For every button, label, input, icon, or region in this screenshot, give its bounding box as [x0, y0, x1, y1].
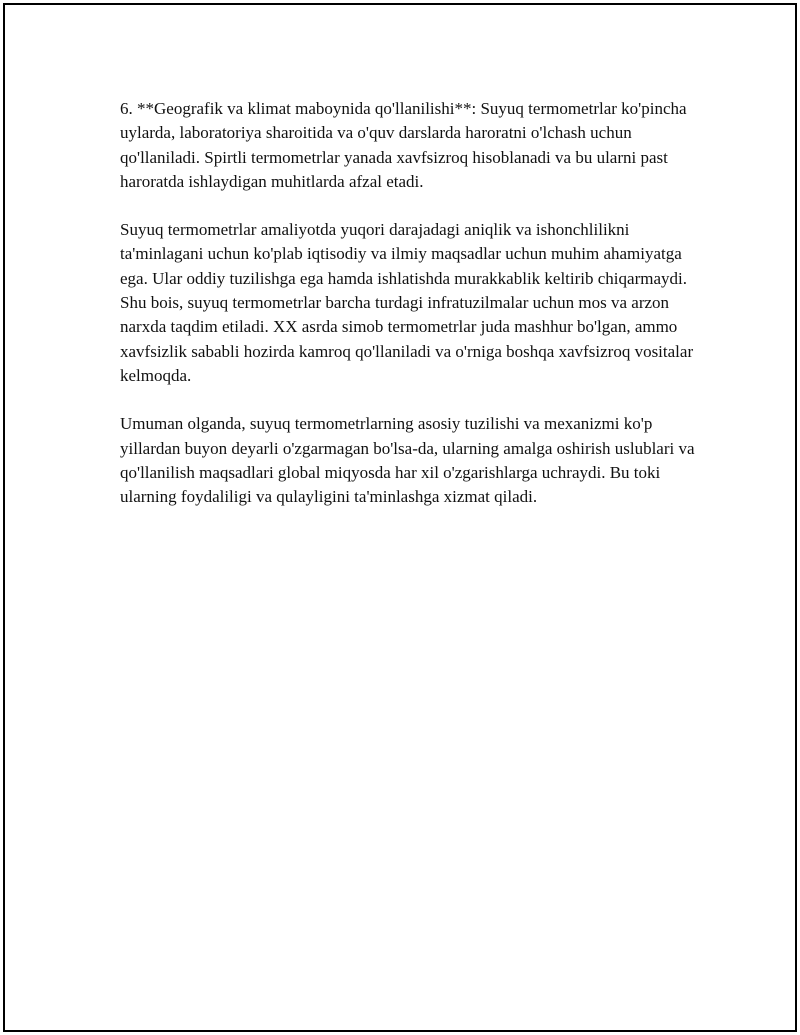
paragraph-conclusion: Umuman olganda, suyuq termometrlarning asosiy tuzilishi va mexanizmi ko'p yillardan buyon deyarli o'zgarmagan bo'lsa-da, ularning amalga oshirish uslublari va qo'llanilish maqsadlari global miqyosda har xil o'zgarishlarga uchraydi. Bu toki ularning foydaliligi va qulayligini ta'minlashga xizmat qiladi. — [120, 414, 695, 507]
paragraph-usage: 6. **Geografik va klimat maboynida qo'llanilishi**: Suyuq termometrlar ko'pincha uylarda, laboratoriya sharoitida va o'quv darslarda haroratni o'lchash uchun qo'llaniladi. Spirtli termometrlar yanada xavfsizroq hisoblanadi va bu ularni past haroratda ishlaydigan muhitlarda afzal etadi. — [120, 99, 687, 191]
document-body — [120, 97, 695, 533]
document-page — [3, 3, 797, 1032]
paragraph-importance: Suyuq termometrlar amaliyotda yuqori darajadagi aniqlik va ishonchlilikni ta'minlagani uchun ko'plab iqtisodiy va ilmiy maqsadlar uchun muhim ahamiyatga ega. Ular oddiy tuzilishga ega hamda ishlatishda murakkablik keltirib chiqarmaydi. Shu bois, suyuq termometrlar barcha turdagi infratuzilmalar uchun mos va arzon narxda taqdim etiladi. XX asrda simob termometrlar juda mashhur bo'lgan, ammo xavfsizlik sababli hozirda kamroq qo'llaniladi va o'rniga boshqa xavfsizroq vositalar kelmoqda. — [120, 220, 694, 385]
